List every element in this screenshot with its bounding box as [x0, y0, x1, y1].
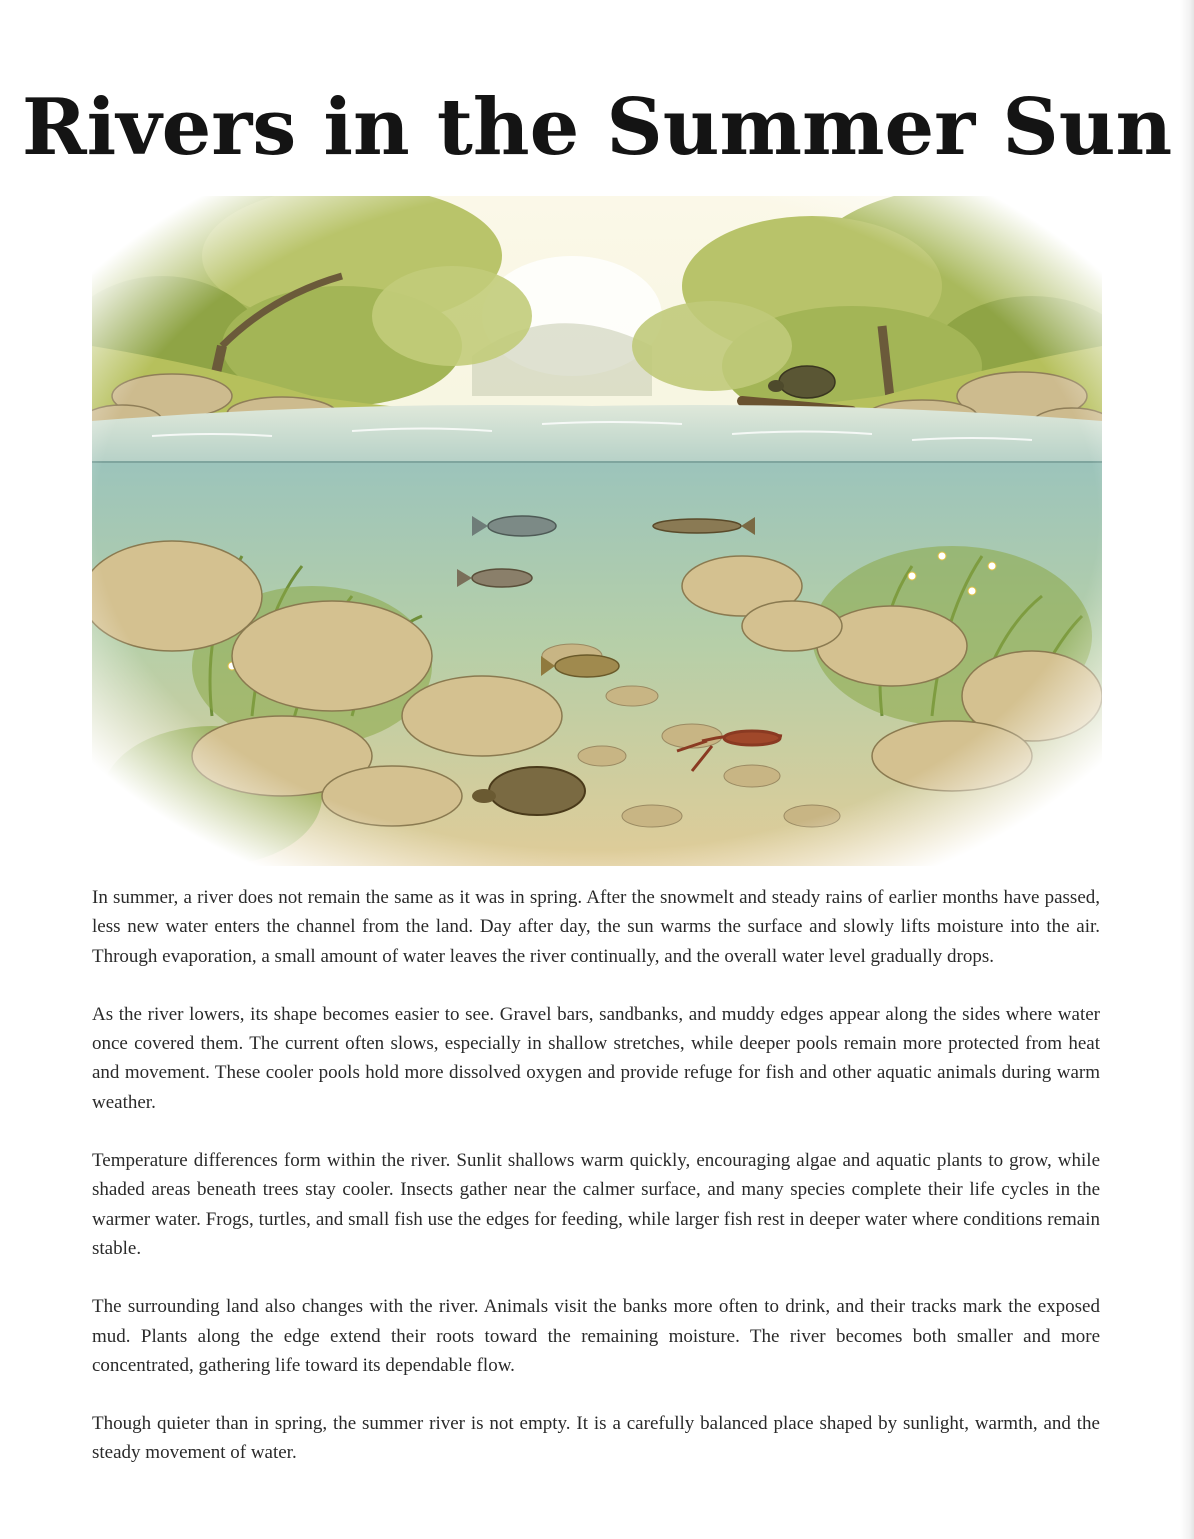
river-scene-illustration — [92, 196, 1102, 866]
paragraph-3: Temperature differences form within the river. Sunlit shallows warm quickly, encouraging algae and aquatic plants to grow, while shaded areas beneath trees stay cooler. Insects gather near the calmer surface, and many species complete their life cycles in the warmer water. Frogs, turtles, and small fish use the edges for feeding, while larger fish rest in deeper water where conditions remain stable. — [92, 1150, 1100, 1259]
page-title: Rivers in the Summer Sun — [21, 82, 1173, 173]
paragraph-1: In summer, a river does not remain the same as it was in spring. After the snowmelt and steady rains of earlier months have passed, less new water enters the channel from the land. Day after day, the sun warms the surface and slowly lifts moisture into the air. Through evaporation, a small amount of water leaves the river continually, and the overall water level gradually drops. — [92, 887, 1100, 967]
paragraph-2: As the river lowers, its shape becomes easier to see. Gravel bars, sandbanks, and muddy edges appear along the sides where water once covered them. The current often slows, especially in shallow stretches, while deeper pools remain more protected from heat and movement. These cooler pools hold more dissolved oxygen and provide refuge for fish and other aquatic animals during warm weather. — [92, 1003, 1100, 1113]
page-edge-shadow — [1180, 0, 1194, 1539]
paragraph-5: Though quieter than in spring, the summer river is not empty. It is a carefully balanced place shaped by sunlight, warmth, and the steady movement of water. — [92, 1413, 1100, 1464]
article-body — [92, 883, 1100, 1497]
paragraph-4: The surrounding land also changes with the river. Animals visit the banks more often to drink, and their tracks mark the exposed mud. Plants along the edge extend their roots toward the remaining moisture. The river becomes both smaller and more concentrated, gathering life toward its dependable flow. — [92, 1296, 1100, 1376]
